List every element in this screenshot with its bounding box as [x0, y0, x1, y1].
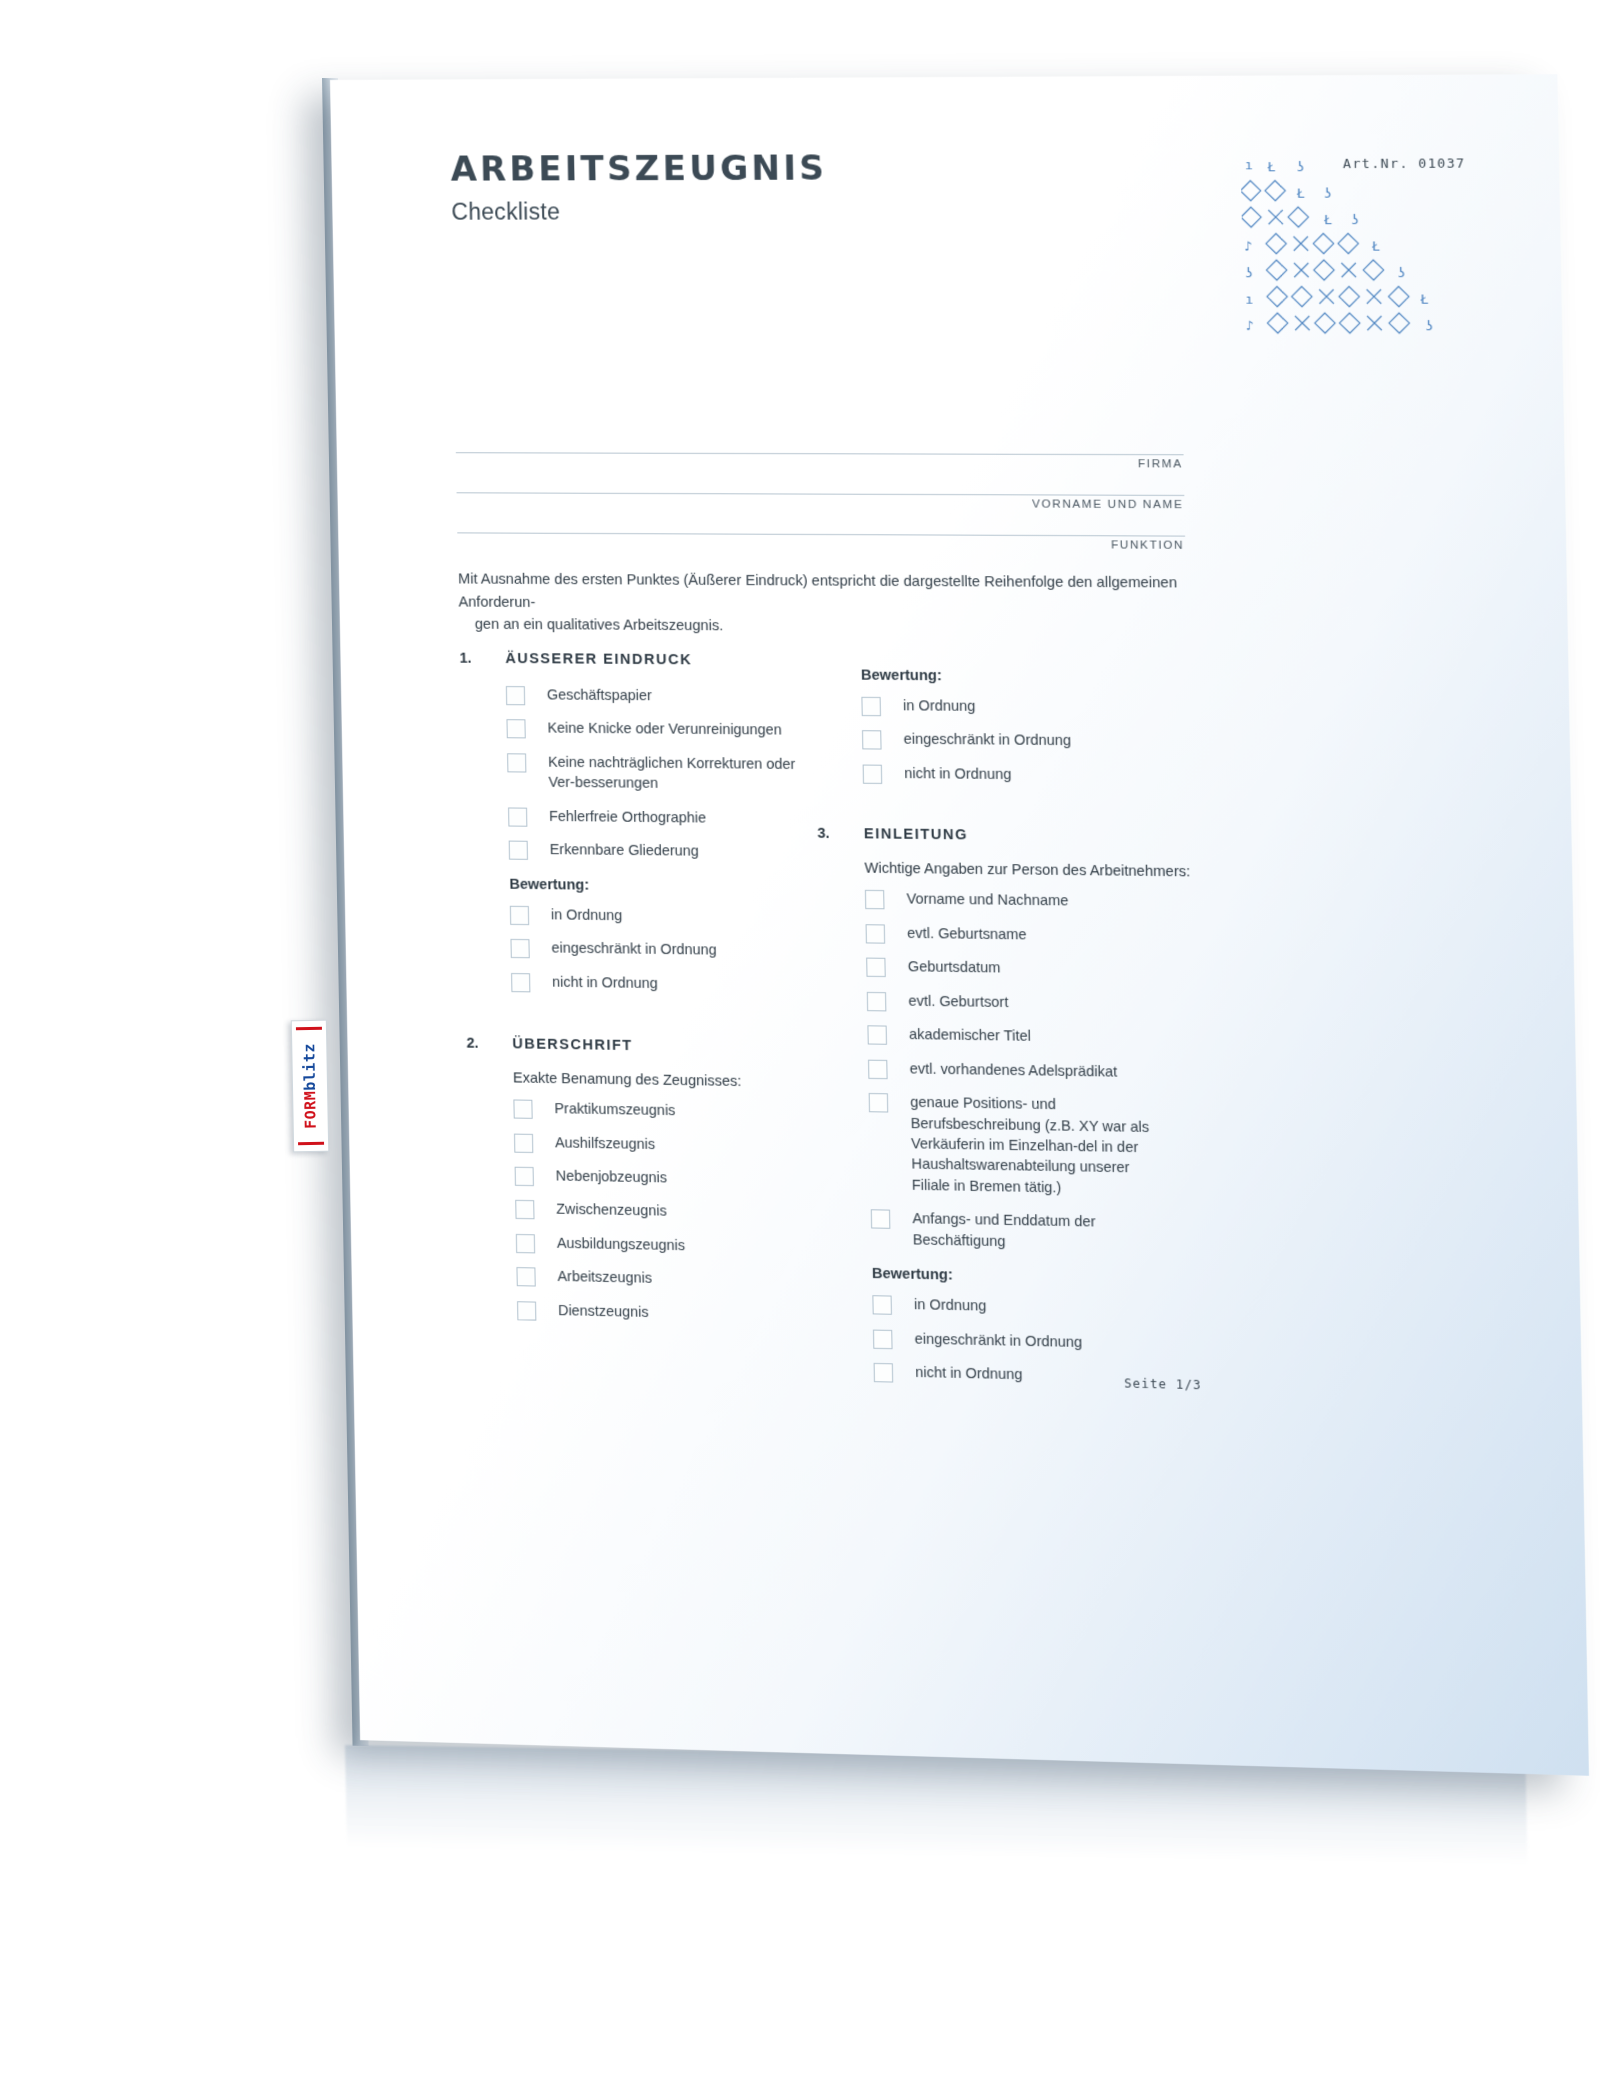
svg-text:♪: ♪: [1244, 239, 1253, 255]
rating-label-text: nicht in Ordnung: [915, 1364, 1023, 1384]
section-number: 3.: [817, 826, 830, 843]
checkbox-label: genaue Positions- und Berufsbeschreibung (z.B. XY war als Verkäuferin im Einzelhan-del in der Haushaltswarenabteilung unserer Filiale in Bremen tätig.): [910, 1094, 1150, 1197]
checkbox[interactable]: [511, 973, 530, 992]
checkbox[interactable]: [515, 1200, 534, 1219]
checkbox-label: evtl. vorhandenes Adelsprädikat: [909, 1060, 1118, 1081]
svg-text:ʖ: ʖ: [1323, 186, 1332, 202]
checkbox[interactable]: [513, 1100, 532, 1119]
rating-label: Bewertung:: [871, 1266, 953, 1284]
checkbox[interactable]: [507, 753, 526, 772]
svg-text:♪: ♪: [1245, 319, 1255, 335]
section-title: EINLEITUNG: [863, 826, 969, 844]
rating-row[interactable]: [862, 730, 1198, 754]
section-heading: [817, 826, 1200, 846]
checkbox[interactable]: [510, 939, 529, 958]
svg-text:Ł: Ł: [1323, 212, 1333, 229]
svg-text:ʖ: ʖ: [1350, 212, 1360, 229]
checkbox-label: Anfangs- und Enddatum der Beschäftigung: [912, 1211, 1096, 1250]
checkbox-row[interactable]: [871, 1209, 1208, 1257]
form-fields: [455, 430, 1184, 554]
section-number: 2.: [466, 1035, 479, 1052]
section-lead: Wichtige Angaben zur Person des Arbeitnehmers:: [864, 860, 1191, 881]
checkbox[interactable]: [862, 731, 882, 750]
tab-bar-bottom: [298, 1142, 324, 1145]
checkbox[interactable]: [873, 1329, 893, 1349]
svg-text:ı: ı: [1244, 158, 1254, 174]
brand-blitz: blitz: [300, 1042, 320, 1091]
section-aeusserer-eindruck-rating: [861, 668, 1199, 788]
section-lead: Exakte Benamung des Zeugnisses:: [512, 1070, 742, 1091]
rating-row[interactable]: [873, 1328, 1209, 1356]
svg-text:Ł: Ł: [1267, 160, 1276, 176]
checkbox-label: Dienstzeugnis: [557, 1302, 649, 1321]
checkbox[interactable]: [867, 1025, 887, 1044]
checkbox-label: Erkennbare Gliederung: [549, 842, 699, 861]
svg-text:ʖ: ʖ: [1296, 159, 1305, 176]
rating-row[interactable]: [861, 696, 1197, 719]
field-rule: [456, 452, 1184, 455]
checkbox-label: Geschäftspapier: [546, 687, 652, 705]
rating-label: Bewertung:: [860, 667, 942, 685]
checkbox[interactable]: [874, 1363, 894, 1383]
checkbox[interactable]: [868, 1059, 888, 1079]
brand-logo: [300, 1043, 320, 1129]
intro-line-2: gen an ein qualitatives Arbeitszeugnis.: [474, 616, 724, 635]
rating-row[interactable]: [872, 1294, 1208, 1321]
field-caption: FUNKTION: [1110, 539, 1185, 552]
checkbox-row[interactable]: [869, 1092, 1207, 1201]
checkbox[interactable]: [506, 720, 525, 739]
rating-label-text: in Ordnung: [913, 1297, 987, 1315]
checkbox-label: Geburtsdatum: [907, 959, 1001, 977]
checkbox-label: Vorname und Nachname: [906, 891, 1069, 910]
field-rule: [457, 532, 1185, 536]
svg-text:ʖ: ʖ: [1397, 265, 1406, 282]
brand-form: FORM: [301, 1090, 320, 1130]
document-page: [330, 74, 1589, 1776]
section-einleitung: [817, 826, 1210, 1392]
checkbox-label: Aushilfszeugnis: [554, 1134, 656, 1153]
form-field-funktion[interactable]: [457, 510, 1185, 554]
checkbox-label: Zwischenzeugnis: [556, 1202, 667, 1221]
rating-row[interactable]: [863, 763, 1199, 787]
checkbox-label: evtl. Geburtsort: [908, 993, 1009, 1011]
tab-bar-top: [296, 1027, 322, 1030]
checkbox[interactable]: [516, 1234, 535, 1253]
page-title: ARBEITSZEUGNIS: [450, 148, 828, 190]
checkbox[interactable]: [865, 890, 885, 909]
checkbox-label: Arbeitszeugnis: [557, 1269, 653, 1288]
svg-text:ʖ: ʖ: [1424, 319, 1434, 335]
checkbox[interactable]: [863, 764, 883, 783]
checkbox-label: Praktikumszeugnis: [554, 1101, 676, 1120]
checkbox[interactable]: [510, 906, 529, 925]
checkbox-row[interactable]: [867, 991, 1203, 1016]
rating-label-text: in Ordnung: [550, 907, 623, 924]
rating-label-text: nicht in Ordnung: [904, 765, 1012, 784]
rating-label-text: eingeschränkt in Ordnung: [914, 1331, 1083, 1351]
rating-label-text: in Ordnung: [902, 698, 976, 715]
form-field-vorname-name[interactable]: [456, 470, 1183, 513]
svg-text:ʖ: ʖ: [1244, 266, 1254, 282]
checkbox[interactable]: [871, 1210, 891, 1230]
rating-label-text: eingeschränkt in Ordnung: [551, 940, 717, 959]
rating-label-text: eingeschränkt in Ordnung: [903, 732, 1072, 750]
page-subtitle: Checkliste: [451, 198, 561, 225]
page-header: [450, 146, 1466, 335]
checkbox-row[interactable]: [866, 923, 1202, 948]
checkbox[interactable]: [866, 924, 886, 943]
svg-text:Ł: Ł: [1420, 292, 1429, 308]
checkbox[interactable]: [872, 1295, 892, 1315]
checkbox[interactable]: [506, 686, 525, 705]
intro-paragraph: [458, 568, 1181, 641]
field-caption: VORNAME UND NAME: [1031, 498, 1184, 512]
rating-label-text: nicht in Ordnung: [552, 974, 658, 992]
checkbox[interactable]: [515, 1167, 534, 1186]
svg-text:ı: ı: [1245, 292, 1254, 308]
form-field-firma[interactable]: [455, 430, 1182, 472]
checkbox-row[interactable]: [866, 957, 1202, 982]
section-number: 1.: [459, 650, 472, 667]
page-number: Seite 1/3: [1124, 1375, 1202, 1392]
checkbox[interactable]: [509, 841, 528, 860]
intro-line-1: Mit Ausnahme des ersten Punktes (Äußerer Eindruck) entspricht die dargestellte Reihenfolge den allgemeinen Anforderun-: [457, 571, 1178, 611]
checkbox[interactable]: [514, 1133, 533, 1152]
checkbox-label: Ausbildungszeugnis: [556, 1235, 686, 1255]
rating-label: Bewertung:: [509, 876, 590, 894]
formblitz-tab[interactable]: [291, 1020, 329, 1153]
checkbox[interactable]: [516, 1267, 535, 1286]
checkbox[interactable]: [861, 697, 881, 716]
checkbox-row[interactable]: [868, 1058, 1204, 1084]
section-title: ÜBERSCHRIFT: [512, 1036, 633, 1055]
right-column: [817, 651, 1211, 1403]
section-title: ÄUSSERER EINDRUCK: [505, 650, 693, 669]
checkbox-label: akademischer Titel: [908, 1027, 1032, 1046]
checkbox[interactable]: [867, 992, 887, 1011]
checkbox-label: Fehlerfreie Orthographie: [548, 808, 707, 827]
checkbox-row[interactable]: [865, 889, 1201, 914]
checkbox[interactable]: [869, 1093, 889, 1113]
checkbox[interactable]: [517, 1301, 536, 1320]
checkbox-label: evtl. Geburtsname: [907, 925, 1027, 944]
checkbox[interactable]: [508, 807, 527, 826]
checkbox-label: Keine nachträglichen Korrekturen oder Ver-besserungen: [548, 754, 796, 793]
checkbox[interactable]: [866, 958, 886, 977]
svg-text:Ł: Ł: [1371, 239, 1381, 255]
field-rule: [457, 492, 1185, 496]
decorative-triangle-icon: [1241, 154, 1461, 359]
checkbox-label: Keine Knicke oder Verunreinigungen: [547, 720, 783, 740]
article-number: Art.Nr. 01037: [1342, 156, 1466, 173]
svg-text:Ł: Ł: [1296, 186, 1306, 202]
field-caption: FIRMA: [1137, 458, 1183, 471]
checkbox-row[interactable]: [867, 1024, 1203, 1050]
checkbox-label: Nebenjobzeugnis: [555, 1168, 668, 1187]
